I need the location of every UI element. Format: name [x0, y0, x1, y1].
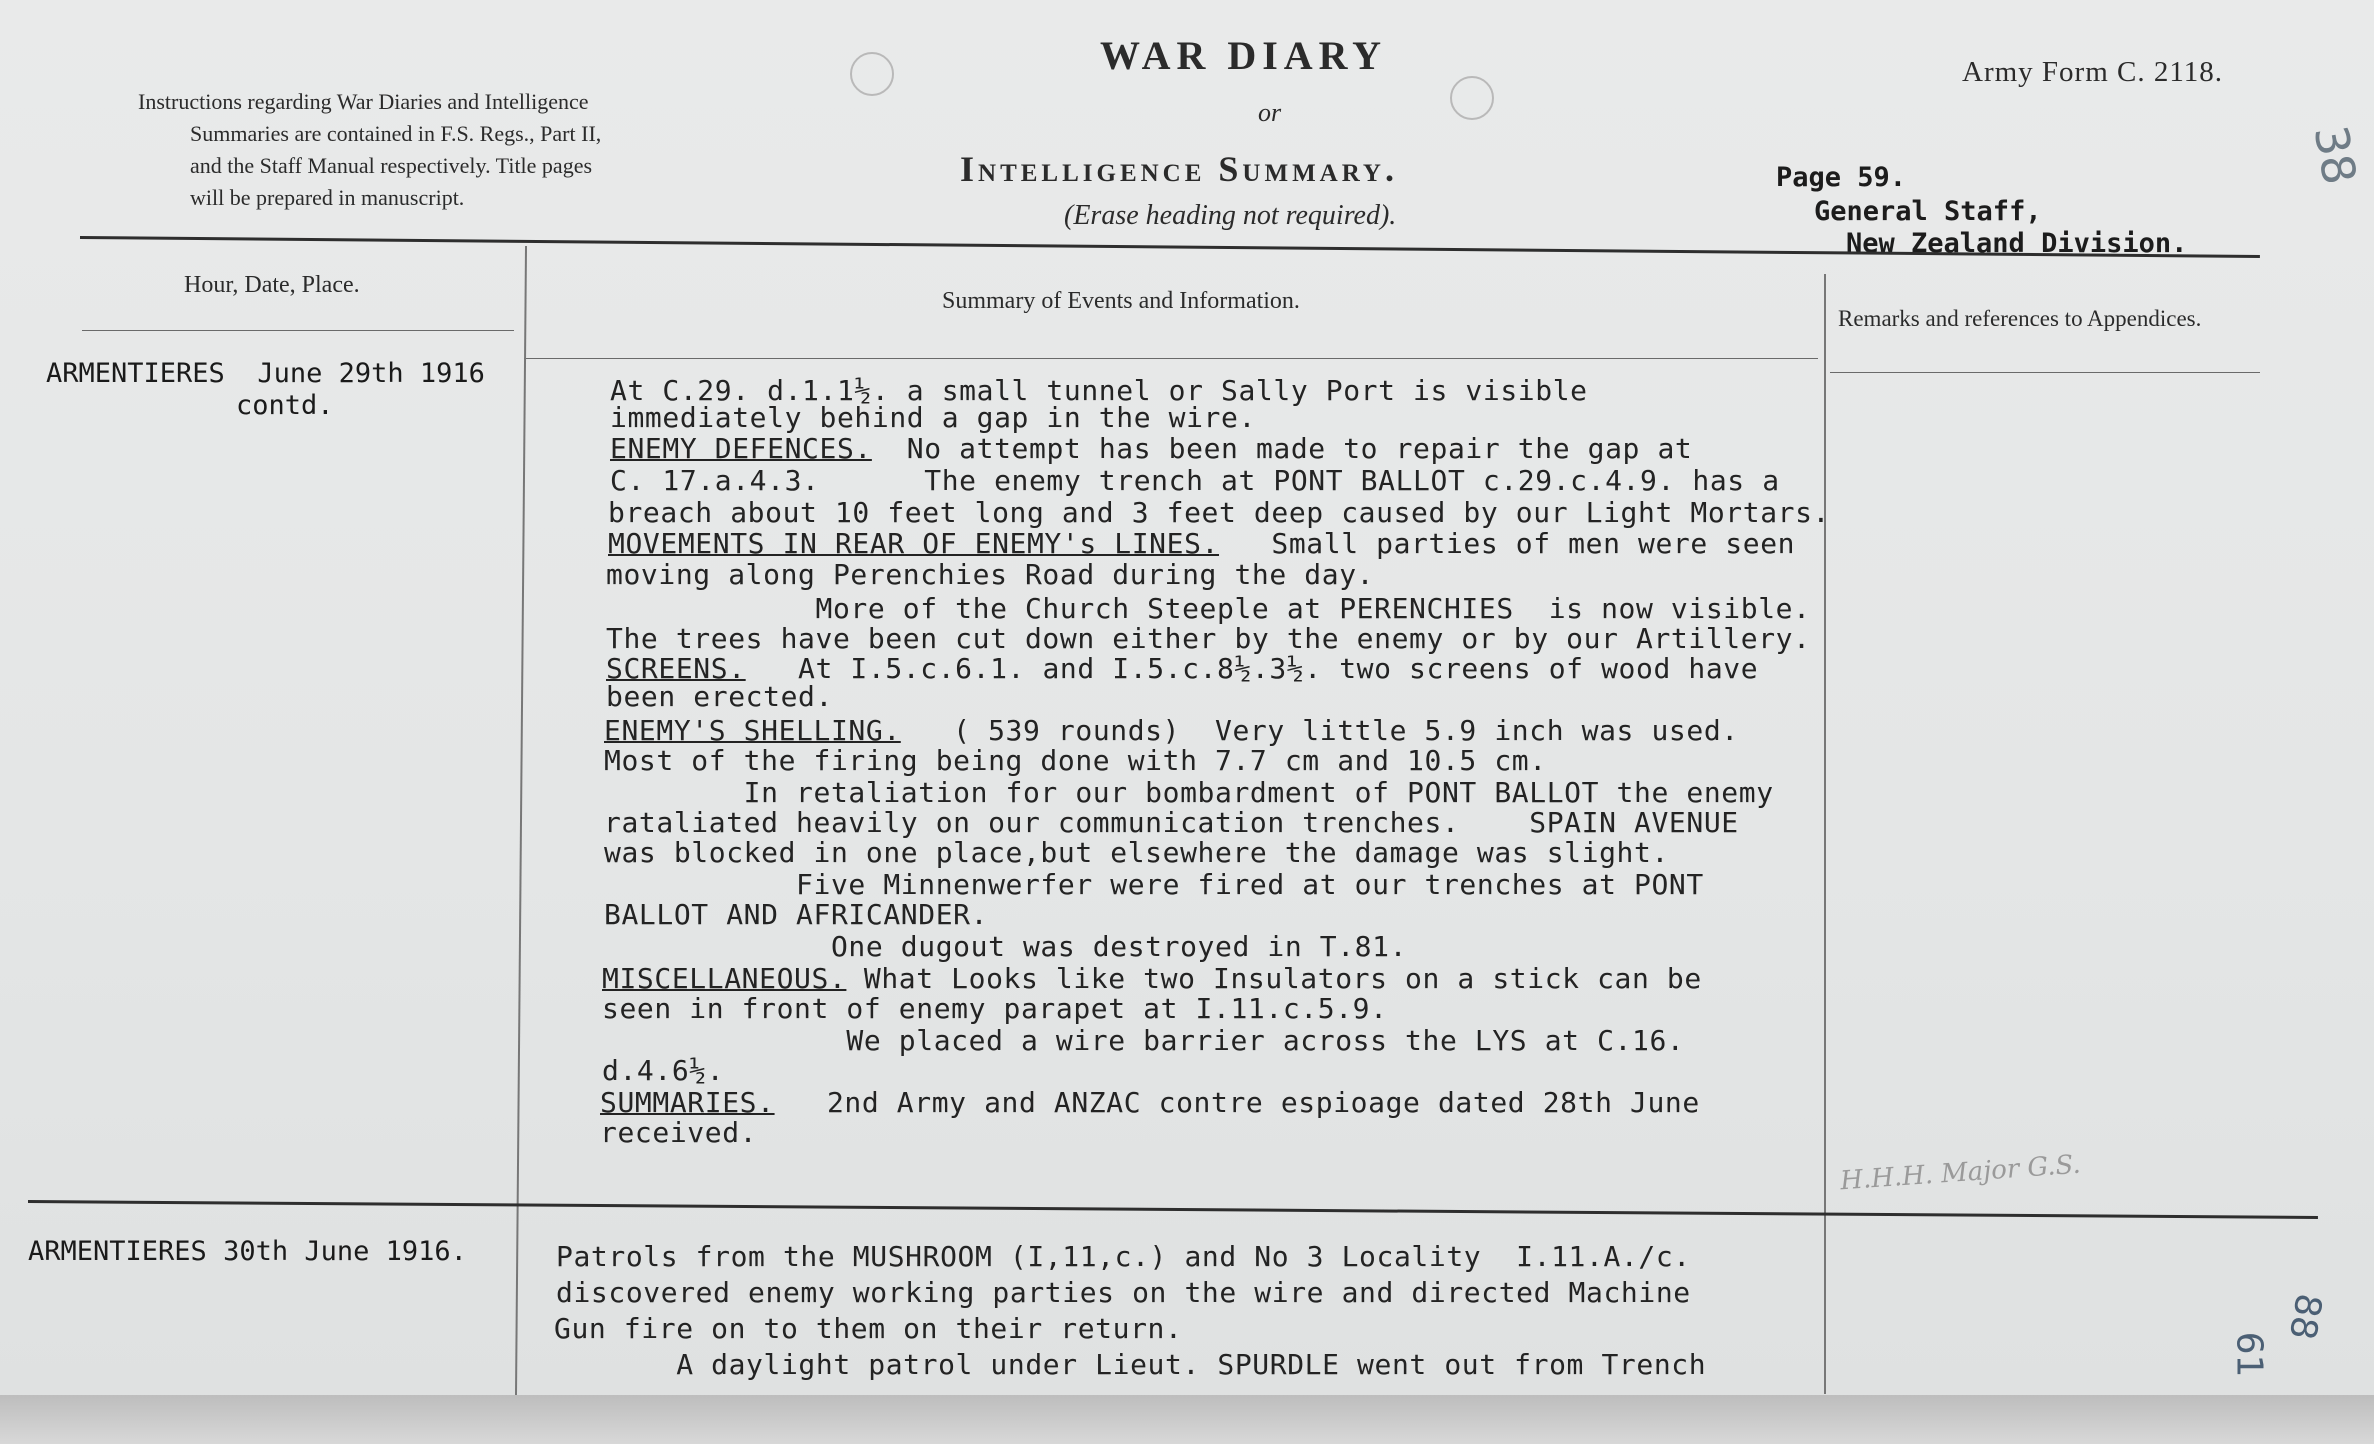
summary-line: Gun fire on to them on their return.	[554, 1312, 1183, 1345]
summary-line: discovered enemy working parties on the wire and directed Machine	[556, 1276, 1691, 1309]
column-heading-hour-date-place: Hour, Date, Place.	[184, 272, 360, 298]
summary-line: The trees have been cut down either by the enemy or by our Artillery.	[606, 622, 1811, 655]
summary-line: Most of the firing being done with 7.7 cm and 10.5 cm.	[604, 744, 1547, 777]
entry-divider-rule	[28, 1200, 2318, 1219]
summary-line: immediately behind a gap in the wire.	[610, 401, 1256, 434]
summary-line: MISCELLANEOUS. What Looks like two Insulators on a stick can be	[602, 962, 1702, 995]
pencil-margin-mark: 61	[2228, 1331, 2270, 1378]
column-divider	[515, 246, 527, 1396]
summary-line: received.	[600, 1116, 758, 1149]
summary-line: ENEMY'S SHELLING. ( 539 rounds) Very little 5.9 inch was used.	[604, 714, 1739, 747]
section-heading: ENEMY'S SHELLING.	[604, 714, 901, 747]
summary-line: rataliated heavily on our communication trenches. SPAIN AVENUE	[604, 806, 1739, 839]
summary-line: At C.29. d.1.1½. a small tunnel or Sally Port is visible	[610, 374, 1588, 407]
instructions-block	[138, 86, 778, 214]
section-heading: SUMMARIES.	[600, 1086, 775, 1119]
summary-line: BALLOT AND AFRICANDER.	[604, 898, 989, 931]
summary-line: ENEMY DEFENCES. No attempt has been made to repair the gap at	[610, 432, 1693, 465]
column-head-rule	[1830, 372, 2260, 373]
section-heading: MISCELLANEOUS.	[602, 962, 847, 995]
summary-line: d.4.6½.	[602, 1054, 725, 1087]
column-head-rule	[82, 330, 514, 331]
column-heading-remarks: Remarks and references to Appendices.	[1838, 306, 2202, 331]
summary-line: More of the Church Steeple at PERENCHIES is now visible.	[606, 592, 1811, 625]
summary-line: We placed a wire barrier across the LYS at C.16.	[602, 1024, 1685, 1057]
punch-hole-mark	[850, 52, 894, 96]
column-divider	[1824, 274, 1826, 1394]
column-heading-summary: Summary of Events and Information.	[942, 288, 1300, 314]
instructions-line: will be prepared in manuscript.	[190, 185, 465, 210]
title-intelligence-summary: Intelligence Summary.	[960, 149, 1398, 189]
summary-line: C. 17.a.4.3. The enemy trench at PONT BALLOT c.29.c.4.9. has a	[610, 464, 1780, 497]
instructions-line: and the Staff Manual respectively. Title pages	[190, 153, 593, 178]
pencil-folio-mark: 38	[2303, 121, 2367, 189]
summary-line: breach about 10 feet long and 3 feet deep caused by our Light Mortars.	[608, 496, 1831, 529]
summary-line: moving along Perenchies Road during the day.	[606, 558, 1375, 591]
summary-line: SUMMARIES. 2nd Army and ANZAC contre espioage dated 28th June	[600, 1086, 1700, 1119]
summary-line: MOVEMENTS IN REAR OF ENEMY's LINES. Small parties of men were seen	[608, 527, 1796, 560]
remarks-signature: H.H.H. Major G.S.	[1839, 1149, 2082, 1197]
title-erase-note: (Erase heading not required).	[1064, 200, 1397, 231]
title-war-diary: WAR DIARY	[1100, 33, 1388, 78]
page-bottom-edge	[0, 1395, 2374, 1444]
column-head-rule	[524, 358, 1818, 359]
entry-contd: contd.	[236, 390, 334, 421]
summary-line: In retaliation for our bombardment of PONT BALLOT the enemy	[604, 776, 1774, 809]
summary-line: SCREENS. At I.5.c.6.1. and I.5.c.8½.3½. two screens of wood have	[606, 652, 1759, 685]
summary-line: Five Minnenwerfer were fired at our trenches at PONT	[604, 868, 1704, 901]
punch-hole-mark	[1450, 76, 1494, 120]
section-heading: MOVEMENTS IN REAR OF ENEMY's LINES.	[608, 527, 1220, 560]
summary-line: Patrols from the MUSHROOM (I,11,c.) and No 3 Locality I.11.A./c.	[556, 1240, 1691, 1273]
summary-line: A daylight patrol under Lieut. SPURDLE went out from Trench	[554, 1348, 1707, 1381]
page-number: Page 59.	[1776, 162, 1907, 193]
entry-place-date: ARMENTIERES 30th June 1916.	[28, 1236, 467, 1267]
summary-line: One dugout was destroyed in T.81.	[604, 930, 1408, 963]
entry-place-date: ARMENTIERES June 29th 1916	[46, 358, 485, 389]
summary-line: seen in front of enemy parapet at I.11.c.5.9.	[602, 992, 1388, 1025]
unit-line-1: General Staff,	[1814, 196, 2042, 227]
instructions-line: Instructions regarding War Diaries and Intelligence	[138, 89, 589, 114]
title-or: or	[1258, 98, 1282, 127]
summary-line: been erected.	[606, 680, 833, 713]
unit-line-2: New Zealand Division.	[1846, 228, 2188, 259]
summary-line: was blocked in one place,but elsewhere the damage was slight.	[604, 836, 1669, 869]
instructions-line: Summaries are contained in F.S. Regs., Part II,	[190, 121, 602, 146]
pencil-margin-mark: 88	[2280, 1290, 2330, 1343]
section-heading: SCREENS.	[606, 652, 746, 685]
section-heading: ENEMY DEFENCES.	[610, 432, 872, 465]
army-form-label: Army Form C. 2118.	[1962, 56, 2224, 88]
